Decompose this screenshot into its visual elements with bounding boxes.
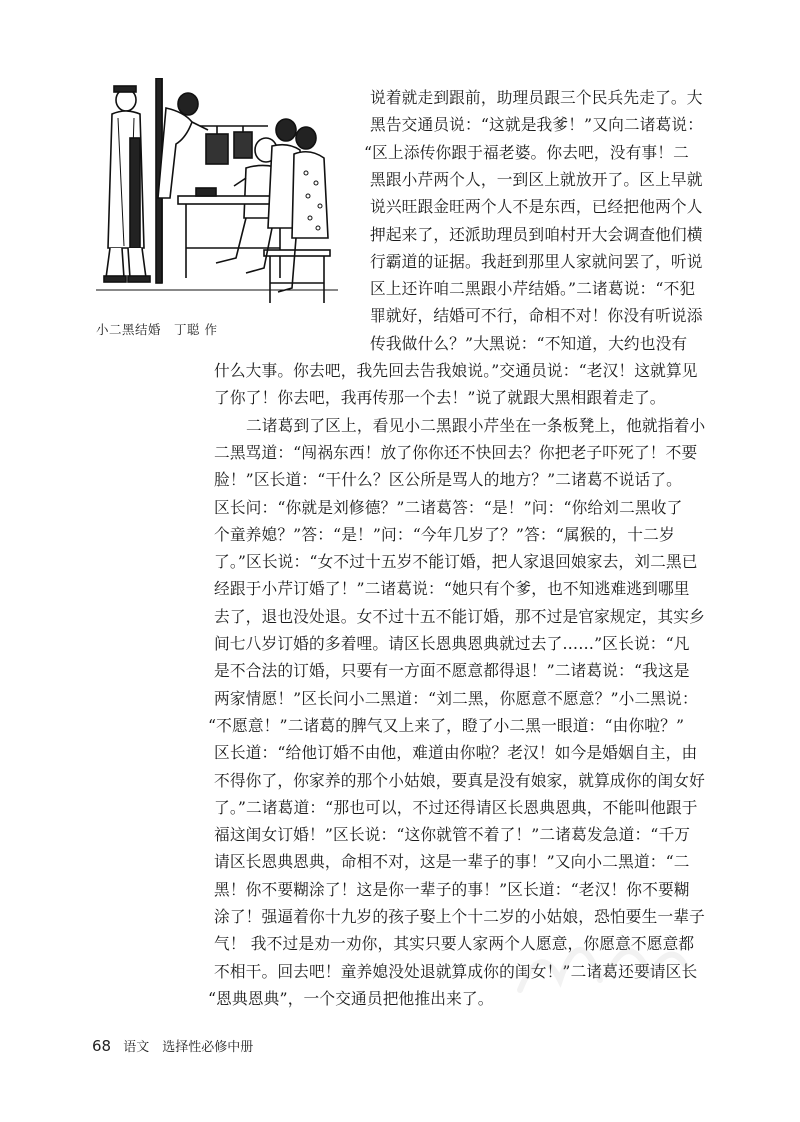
text-line: 不相干。回去吧！童养媳没处退就算成你的闺女！”二诸葛还要请区长: [214, 961, 698, 981]
text-line: 二黑骂道：“闯祸东西！放了你你还不快回去？你把老子吓死了！不要: [214, 442, 698, 462]
text-line: 了你了！你去吧，我再传那一个去！”说了就跟大黑相跟着走了。: [214, 388, 666, 408]
text-line: 区长问：“你就是刘修德？”二诸葛答：“是！”问：“你给刘二黑收了: [214, 497, 683, 517]
text-line: “区上添传你跟于福老婆。你去吧，没有事！二: [364, 142, 689, 162]
text-line: “恩典恩典”，一个交通员把他推出来了。: [208, 988, 494, 1008]
illustration-caption: 小二黑结婚 丁聪 作: [96, 322, 218, 337]
text-line: 行霸道的证据。我赶到那里人家就问罢了，听说: [370, 251, 703, 271]
text-line: 黑！你不要糊涂了！这是你一辈子的事！”区长道：“老汉！你不要糊: [214, 879, 690, 899]
text-line: 是不合法的订婚，只要有一方面不愿意都得退！”二诸葛说：“我这是: [214, 661, 690, 681]
text-line: 气！ 我不过是劝一劝你，其实只要人家两个人愿意，你愿意不愿意都: [214, 934, 695, 954]
text-line: 经跟于小芹订婚了！”二诸葛说：“她只有个爹，也不知逃难逃到哪里: [214, 579, 690, 599]
text-line: 押起来了，还派助理员到咱村开大会调查他们横: [370, 224, 703, 244]
text-line: 传我做什么？”大黑说：“不知道，大约也没有: [370, 333, 688, 353]
watermark-graphic: [500, 880, 700, 1030]
text-line: 黑告交通员说：“这就是我爹！”又向二诸葛说：: [370, 115, 704, 135]
text-line: 二诸葛到了区上，看见小二黑跟小芹坐在一条板凳上，他就指着小: [246, 415, 706, 435]
text-line: 脸！”区长道：“干什么？区公所是骂人的地方？”二诸葛不说话了。: [214, 470, 682, 490]
text-line: 个童养媳？”答：“是！”问：“今年几岁了？”答：“属猴的，十二岁: [214, 524, 675, 544]
text-line: 说兴旺跟金旺两个人不是东西，已经把他两个人: [370, 197, 703, 217]
text-line: 去了，退也没处退。女不过十五不能订婚，那不过是官家规定，其实乡: [214, 606, 705, 626]
text-line: 请区长恩典恩典，命相不对，这是一辈子的事！”又向小二黑道：“二: [214, 852, 690, 872]
text-line: 了。”二诸葛道：“那也可以，不过还得请区长恩典恩典，不能叫他跟于: [214, 797, 698, 817]
page-footer: [92, 1036, 253, 1055]
text-line: 间七八岁订婚的多着哩。请区长恩典恩典就过去了……”区长说：“凡: [214, 634, 690, 653]
text-line: 区长道：“给他订婚不由他，难道由你啦？老汉！如今是婚姻自主，由: [214, 743, 698, 763]
text-line: 了。”区长说：“女不过十五岁不能订婚，把人家退回娘家去，刘二黑已: [214, 552, 698, 572]
text-line: 不得你了，你家养的那个小姑娘，要真是没有娘家，就算成你的闺女好: [214, 770, 705, 790]
text-line: 罪就好，结婚可不行，命相不对！你没有听说添: [370, 306, 703, 326]
text-line: 说着就走到跟前，助理员跟三个民兵先走了。大: [370, 88, 703, 107]
text-line: 两家情愿！”区长问小二黑道：“刘二黑，你愿意不愿意？”小二黑说：: [214, 688, 698, 708]
book-title: 语文 选择性必修中册: [123, 1040, 254, 1056]
text-line: 区上还许咱二黑跟小芹结婚。”二诸葛说：“不犯: [370, 279, 696, 299]
text-line: 福这闺女订婚！”区长说：“这你就管不着了！”二诸葛发急道：“千万: [214, 825, 691, 845]
text-line: 黑跟小芹两个人，一到区上就放开了。区上早就: [370, 169, 703, 189]
text-line: “不愿意！”二诸葛的脾气又上来了，瞪了小二黑一眼道：“由你啦？”: [208, 715, 685, 735]
text-line: 什么大事。你去吧，我先回去告我娘说。”交通员说：“老汉！这就算见: [214, 361, 698, 380]
illustration: [96, 78, 338, 310]
page-number: 68: [92, 1037, 112, 1056]
text-line: 涂了！强逼着你十九岁的孩子娶上个十二岁的小姑娘，恐怕要生一辈子: [214, 907, 705, 926]
